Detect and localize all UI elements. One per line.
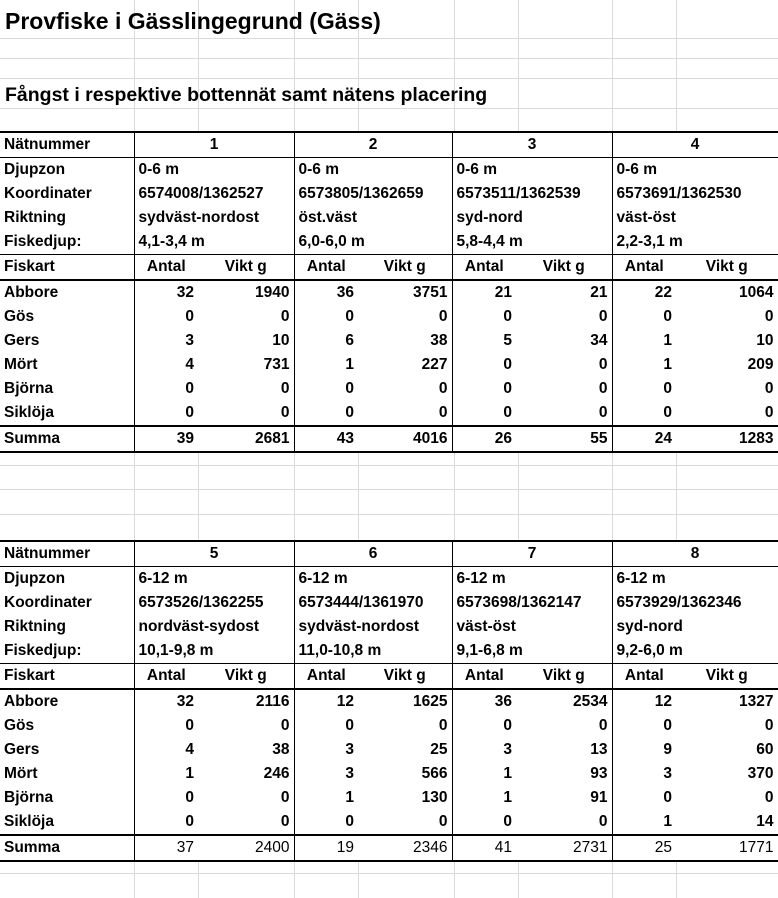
fiskedjup-label: Fiskedjup: bbox=[0, 639, 134, 664]
species-name: Gers bbox=[4, 741, 40, 758]
vikt-cell: 0 bbox=[676, 377, 778, 401]
catch-table-1 bbox=[0, 131, 778, 453]
antal-cell: 0 bbox=[294, 401, 358, 426]
summa-vikt-cell: 2731 bbox=[516, 835, 612, 861]
species-name: Björna bbox=[4, 380, 54, 397]
antal-cell: 0 bbox=[294, 810, 358, 835]
vikt-cell: 0 bbox=[438, 813, 448, 830]
summa-antal-cell: 39 bbox=[134, 426, 198, 452]
koordinater-value: 6573511/1362539 bbox=[452, 182, 612, 206]
antal-cell: 12 bbox=[294, 689, 358, 714]
net-number: 4 bbox=[612, 132, 778, 158]
antal-header: Antal bbox=[612, 664, 676, 690]
fiskedjup-value: 6,0-6,0 m bbox=[294, 230, 452, 255]
species-row bbox=[0, 401, 778, 426]
species-name: Björna bbox=[4, 789, 54, 806]
antal-cell: 1 bbox=[612, 329, 676, 353]
riktning-value: syd-nord bbox=[612, 615, 778, 639]
antal-cell: 0 bbox=[134, 810, 198, 835]
summa-vikt-cell: 2400 bbox=[198, 835, 294, 861]
antal-cell: 0 bbox=[612, 786, 676, 810]
vikt-cell: 0 bbox=[280, 789, 290, 806]
antal-cell: 6 bbox=[294, 329, 358, 353]
vikt-header: Vikt g bbox=[358, 255, 452, 281]
vikt-cell: 209 bbox=[676, 353, 778, 377]
species-row bbox=[0, 738, 778, 762]
vikt-cell: 0 bbox=[676, 714, 778, 738]
djupzon-row bbox=[0, 567, 778, 592]
vikt-cell: 0 bbox=[598, 404, 608, 421]
vikt-header: Vikt g bbox=[198, 664, 294, 690]
net-number: 3 bbox=[452, 132, 612, 158]
antal-header: Antal bbox=[294, 664, 358, 690]
net-number-row bbox=[0, 541, 778, 567]
koordinater-label: Koordinater bbox=[4, 594, 92, 611]
fiskedjup-row bbox=[0, 230, 778, 255]
summa-vikt-cell: 1283 bbox=[676, 426, 778, 452]
antal-cell: 0 bbox=[134, 305, 198, 329]
species-name: Mört bbox=[4, 356, 38, 373]
vikt-cell: 93 bbox=[590, 765, 608, 782]
vikt-cell: 38 bbox=[272, 741, 290, 758]
vikt-cell: 0 bbox=[598, 380, 608, 397]
koordinater-value: 6573805/1362659 bbox=[294, 182, 452, 206]
species-name: Abbore bbox=[4, 284, 59, 301]
antal-cell: 3 bbox=[134, 329, 198, 353]
riktning-row bbox=[0, 615, 778, 639]
antal-cell: 4 bbox=[134, 738, 198, 762]
summa-antal-cell: 26 bbox=[452, 426, 516, 452]
vikt-cell: 91 bbox=[590, 789, 608, 806]
summa-antal-cell: 19 bbox=[294, 835, 358, 861]
djupzon-value: 0-6 m bbox=[294, 158, 452, 183]
antal-cell: 12 bbox=[612, 689, 676, 714]
fiskedjup-value: 9,1-6,8 m bbox=[452, 639, 612, 664]
antal-header: Antal bbox=[294, 255, 358, 281]
vikt-header: Vikt g bbox=[516, 255, 612, 281]
antal-cell: 0 bbox=[612, 401, 676, 426]
antal-cell: 32 bbox=[134, 689, 198, 714]
species-name: Mört bbox=[4, 765, 38, 782]
summa-antal-cell: 24 bbox=[612, 426, 676, 452]
vikt-cell: 3751 bbox=[413, 284, 448, 301]
vikt-header: Vikt g bbox=[198, 255, 294, 281]
antal-cell: 3 bbox=[612, 762, 676, 786]
antal-cell: 1 bbox=[612, 353, 676, 377]
vikt-cell: 21 bbox=[590, 284, 608, 301]
vikt-cell: 1327 bbox=[676, 689, 778, 714]
vikt-cell: 0 bbox=[676, 305, 778, 329]
page-subtitle: Fångst i respektive bottennät samt nätens placering bbox=[5, 84, 488, 106]
antal-header: Antal bbox=[452, 664, 516, 690]
species-row bbox=[0, 714, 778, 738]
header-row bbox=[0, 255, 778, 281]
antal-cell: 0 bbox=[452, 810, 516, 835]
species-name: Gös bbox=[4, 717, 35, 734]
vikt-cell: 0 bbox=[438, 717, 448, 734]
natnummer-label: Nätnummer bbox=[0, 132, 134, 158]
vikt-cell: 566 bbox=[421, 765, 448, 782]
summa-row bbox=[0, 835, 778, 861]
fiskedjup-row bbox=[0, 639, 778, 664]
species-name: Gös bbox=[4, 308, 35, 325]
djupzon-value: 0-6 m bbox=[612, 158, 778, 183]
riktning-value: sydväst-nordost bbox=[134, 206, 294, 230]
antal-cell: 0 bbox=[134, 377, 198, 401]
vikt-header: Vikt g bbox=[676, 664, 778, 690]
summa-label: Summa bbox=[0, 835, 134, 861]
species-name: Abbore bbox=[4, 693, 59, 710]
summa-antal-cell: 25 bbox=[612, 835, 676, 861]
vikt-cell: 0 bbox=[438, 380, 448, 397]
species-name: Gers bbox=[4, 332, 40, 349]
net-number: 6 bbox=[294, 541, 452, 567]
summa-vikt-cell: 1771 bbox=[676, 835, 778, 861]
species-row bbox=[0, 786, 778, 810]
antal-cell: 0 bbox=[452, 377, 516, 401]
vikt-cell: 34 bbox=[590, 332, 608, 349]
vikt-header: Vikt g bbox=[676, 255, 778, 281]
species-row bbox=[0, 762, 778, 786]
antal-cell: 1 bbox=[612, 810, 676, 835]
vikt-cell: 1064 bbox=[676, 280, 778, 305]
fiskart-label: Fiskart bbox=[0, 255, 134, 281]
antal-cell: 4 bbox=[134, 353, 198, 377]
djupzon-value: 6-12 m bbox=[612, 567, 778, 592]
djupzon-value: 6-12 m bbox=[134, 567, 294, 592]
antal-cell: 1 bbox=[452, 762, 516, 786]
riktning-value: väst-öst bbox=[452, 615, 612, 639]
net-number: 8 bbox=[612, 541, 778, 567]
species-row bbox=[0, 810, 778, 835]
header-row bbox=[0, 664, 778, 690]
antal-cell: 1 bbox=[294, 786, 358, 810]
net-number: 7 bbox=[452, 541, 612, 567]
antal-header: Antal bbox=[452, 255, 516, 281]
antal-cell: 0 bbox=[452, 353, 516, 377]
koordinater-row bbox=[0, 591, 778, 615]
riktning-value: sydväst-nordost bbox=[294, 615, 452, 639]
vikt-header: Vikt g bbox=[358, 664, 452, 690]
antal-cell: 3 bbox=[294, 762, 358, 786]
antal-cell: 36 bbox=[294, 280, 358, 305]
vikt-cell: 25 bbox=[430, 741, 448, 758]
vikt-cell: 0 bbox=[598, 813, 608, 830]
antal-cell: 22 bbox=[612, 280, 676, 305]
fiskedjup-value: 4,1-3,4 m bbox=[134, 230, 294, 255]
djupzon-label: Djupzon bbox=[4, 570, 66, 587]
vikt-cell: 2534 bbox=[573, 693, 608, 710]
djupzon-value: 0-6 m bbox=[452, 158, 612, 183]
antal-cell: 32 bbox=[134, 280, 198, 305]
djupzon-row bbox=[0, 158, 778, 183]
fiskedjup-label: Fiskedjup: bbox=[0, 230, 134, 255]
antal-cell: 0 bbox=[294, 714, 358, 738]
net-number-row bbox=[0, 132, 778, 158]
antal-cell: 21 bbox=[452, 280, 516, 305]
species-row bbox=[0, 329, 778, 353]
djupzon-value: 0-6 m bbox=[134, 158, 294, 183]
koordinater-value: 6573698/1362147 bbox=[452, 591, 612, 615]
djupzon-label: Djupzon bbox=[4, 161, 66, 178]
fiskedjup-value: 5,8-4,4 m bbox=[452, 230, 612, 255]
species-row bbox=[0, 280, 778, 305]
antal-cell: 36 bbox=[452, 689, 516, 714]
page-title: Provfiske i Gässlingegrund (Gäss) bbox=[5, 8, 381, 34]
antal-cell: 0 bbox=[612, 714, 676, 738]
riktning-value: nordväst-sydost bbox=[134, 615, 294, 639]
natnummer-label: Nätnummer bbox=[0, 541, 134, 567]
net-number: 2 bbox=[294, 132, 452, 158]
vikt-cell: 0 bbox=[598, 717, 608, 734]
antal-cell: 0 bbox=[452, 401, 516, 426]
species-name: Siklöja bbox=[4, 813, 54, 830]
summa-row bbox=[0, 426, 778, 452]
species-name: Siklöja bbox=[4, 404, 54, 421]
vikt-cell: 731 bbox=[263, 356, 290, 373]
koordinater-value: 6573444/1361970 bbox=[294, 591, 452, 615]
antal-cell: 1 bbox=[294, 353, 358, 377]
fiskedjup-value: 9,2-6,0 m bbox=[612, 639, 778, 664]
antal-cell: 0 bbox=[134, 401, 198, 426]
antal-cell: 0 bbox=[612, 377, 676, 401]
species-row bbox=[0, 689, 778, 714]
vikt-cell: 1625 bbox=[413, 693, 448, 710]
koordinater-value: 6574008/1362527 bbox=[134, 182, 294, 206]
antal-cell: 0 bbox=[612, 305, 676, 329]
fiskedjup-value: 2,2-3,1 m bbox=[612, 230, 778, 255]
vikt-cell: 14 bbox=[676, 810, 778, 835]
antal-header: Antal bbox=[134, 664, 198, 690]
summa-antal-cell: 41 bbox=[452, 835, 516, 861]
net-number: 5 bbox=[134, 541, 294, 567]
vikt-cell: 0 bbox=[280, 380, 290, 397]
fiskedjup-value: 11,0-10,8 m bbox=[294, 639, 452, 664]
vikt-cell: 0 bbox=[676, 401, 778, 426]
vikt-cell: 0 bbox=[598, 356, 608, 373]
riktning-value: väst-öst bbox=[612, 206, 778, 230]
species-row bbox=[0, 305, 778, 329]
antal-cell: 0 bbox=[134, 714, 198, 738]
vikt-cell: 0 bbox=[280, 404, 290, 421]
vikt-cell: 227 bbox=[421, 356, 448, 373]
antal-cell: 1 bbox=[452, 786, 516, 810]
summa-vikt-cell: 55 bbox=[516, 426, 612, 452]
vikt-cell: 0 bbox=[438, 404, 448, 421]
vikt-cell: 0 bbox=[280, 717, 290, 734]
koordinater-label: Koordinater bbox=[4, 185, 92, 202]
antal-cell: 1 bbox=[134, 762, 198, 786]
riktning-label: Riktning bbox=[4, 618, 66, 635]
vikt-cell: 38 bbox=[430, 332, 448, 349]
vikt-cell: 0 bbox=[676, 786, 778, 810]
vikt-cell: 370 bbox=[676, 762, 778, 786]
riktning-label: Riktning bbox=[4, 209, 66, 226]
antal-cell: 0 bbox=[294, 305, 358, 329]
summa-vikt-cell: 2681 bbox=[198, 426, 294, 452]
summa-vikt-cell: 4016 bbox=[358, 426, 452, 452]
antal-cell: 0 bbox=[294, 377, 358, 401]
koordinater-value: 6573526/1362255 bbox=[134, 591, 294, 615]
antal-cell: 3 bbox=[452, 738, 516, 762]
vikt-cell: 10 bbox=[676, 329, 778, 353]
summa-antal-cell: 37 bbox=[134, 835, 198, 861]
koordinater-value: 6573691/1362530 bbox=[612, 182, 778, 206]
antal-cell: 3 bbox=[294, 738, 358, 762]
vikt-cell: 0 bbox=[280, 308, 290, 325]
djupzon-value: 6-12 m bbox=[452, 567, 612, 592]
vikt-header: Vikt g bbox=[516, 664, 612, 690]
net-number: 1 bbox=[134, 132, 294, 158]
vikt-cell: 13 bbox=[590, 741, 608, 758]
vikt-cell: 60 bbox=[676, 738, 778, 762]
vikt-cell: 130 bbox=[421, 789, 448, 806]
antal-cell: 0 bbox=[452, 714, 516, 738]
antal-cell: 0 bbox=[134, 786, 198, 810]
summa-label: Summa bbox=[0, 426, 134, 452]
summa-vikt-cell: 2346 bbox=[358, 835, 452, 861]
djupzon-value: 6-12 m bbox=[294, 567, 452, 592]
koordinater-row bbox=[0, 182, 778, 206]
catch-table-2 bbox=[0, 540, 778, 862]
antal-header: Antal bbox=[612, 255, 676, 281]
species-row bbox=[0, 353, 778, 377]
species-row bbox=[0, 377, 778, 401]
antal-cell: 9 bbox=[612, 738, 676, 762]
riktning-row bbox=[0, 206, 778, 230]
vikt-cell: 0 bbox=[598, 308, 608, 325]
vikt-cell: 246 bbox=[263, 765, 290, 782]
vikt-cell: 10 bbox=[272, 332, 290, 349]
antal-cell: 5 bbox=[452, 329, 516, 353]
summa-antal-cell: 43 bbox=[294, 426, 358, 452]
fiskart-label: Fiskart bbox=[0, 664, 134, 690]
vikt-cell: 0 bbox=[280, 813, 290, 830]
vikt-cell: 2116 bbox=[255, 693, 290, 710]
riktning-value: syd-nord bbox=[452, 206, 612, 230]
antal-cell: 0 bbox=[452, 305, 516, 329]
vikt-cell: 1940 bbox=[255, 284, 290, 301]
fiskedjup-value: 10,1-9,8 m bbox=[134, 639, 294, 664]
koordinater-value: 6573929/1362346 bbox=[612, 591, 778, 615]
vikt-cell: 0 bbox=[438, 308, 448, 325]
antal-header: Antal bbox=[134, 255, 198, 281]
riktning-value: öst.väst bbox=[294, 206, 452, 230]
